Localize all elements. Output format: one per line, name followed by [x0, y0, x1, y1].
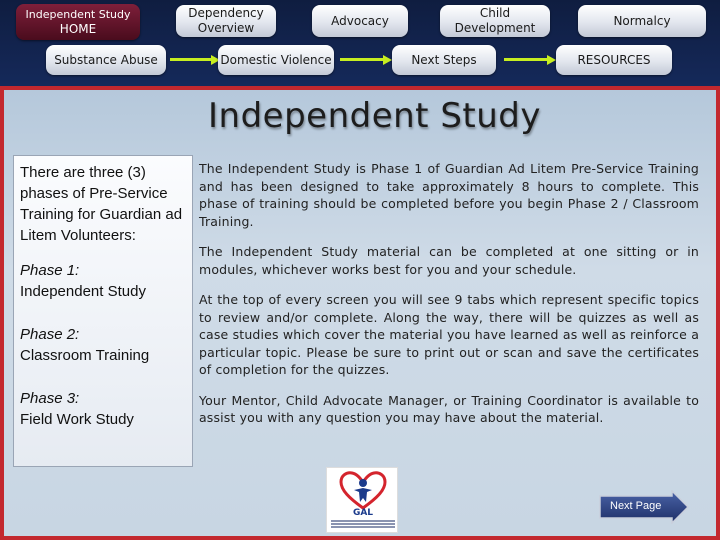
arrow-right-icon [504, 55, 556, 65]
phase-label: Phase 1: [20, 262, 80, 279]
home-tab-label: Independent Study [25, 8, 131, 21]
phase-name: Classroom Training [20, 347, 150, 364]
phase-label: Phase 3: [20, 390, 80, 407]
body-text [199, 160, 699, 440]
tab-label: Advocacy [331, 13, 389, 28]
home-tab-sublabel: HOME [59, 22, 97, 36]
heart-person-logo-icon [327, 470, 399, 512]
logo-tagline [331, 520, 395, 530]
body-paragraph: At the top of every screen you will see 9 tabs which represent specific topics to review and/or complete. Along the way, there will be quizzes as well as case studies which cover the material you have learned as well as reinforce a particular topic. Please be sure to print out or scan and save the certificates of completion for the quizzes. [199, 292, 699, 377]
page-title: Independent Study [208, 96, 541, 136]
gal-logo [326, 467, 398, 533]
phase-name: Field Work Study [20, 411, 134, 428]
logo-text: GAL [352, 508, 374, 518]
phase-item [20, 388, 192, 430]
tab-advocacy[interactable] [312, 5, 408, 37]
tab-label: Normalcy [613, 13, 671, 28]
tab-domestic-violence[interactable] [218, 45, 334, 75]
home-tab[interactable] [16, 4, 140, 40]
tab-dependency-overview[interactable] [176, 5, 276, 37]
body-paragraph: Your Mentor, Child Advocate Manager, or Training Coordinator is available to assist you with any question you may have about the material. [199, 392, 699, 425]
tab-normalcy[interactable] [578, 5, 706, 37]
arrow-right-icon [340, 55, 392, 65]
tab-child-development[interactable] [440, 5, 550, 37]
phases-intro: There are three (3) phases of Pre-Service Training for Guardian ad Litem Volunteers: [20, 164, 183, 244]
tab-label: Domestic Violence [220, 52, 332, 67]
tab-label: Next Steps [411, 52, 477, 67]
tab-substance-abuse[interactable] [46, 45, 166, 75]
arrow-right-icon [170, 55, 220, 65]
top-navigation [0, 0, 720, 86]
phase-item [20, 324, 192, 366]
phases-sidebar [13, 155, 193, 467]
tab-resources[interactable] [556, 45, 672, 75]
tab-label: Substance Abuse [54, 52, 158, 67]
next-page-label: Next Page [610, 500, 662, 512]
phase-label: Phase 2: [20, 326, 80, 343]
tab-label: Child Development [454, 6, 536, 35]
tab-label: RESOURCES [577, 52, 651, 67]
body-paragraph: The Independent Study material can be completed at one sitting or in modules, whichever works best for you and your schedule. [199, 244, 699, 277]
phase-item [20, 260, 192, 302]
tab-label: Dependency Overview [188, 6, 264, 35]
body-paragraph: The Independent Study is Phase 1 of Guardian Ad Litem Pre-Service Training and has been designed to take approximately 8 hours to complete. This phase of training should be completed before you begin Phase 2 / Classroom Training. [199, 161, 699, 229]
next-page-button[interactable] [598, 490, 690, 524]
tab-next-steps[interactable] [392, 45, 496, 75]
phase-name: Independent Study [20, 283, 146, 300]
